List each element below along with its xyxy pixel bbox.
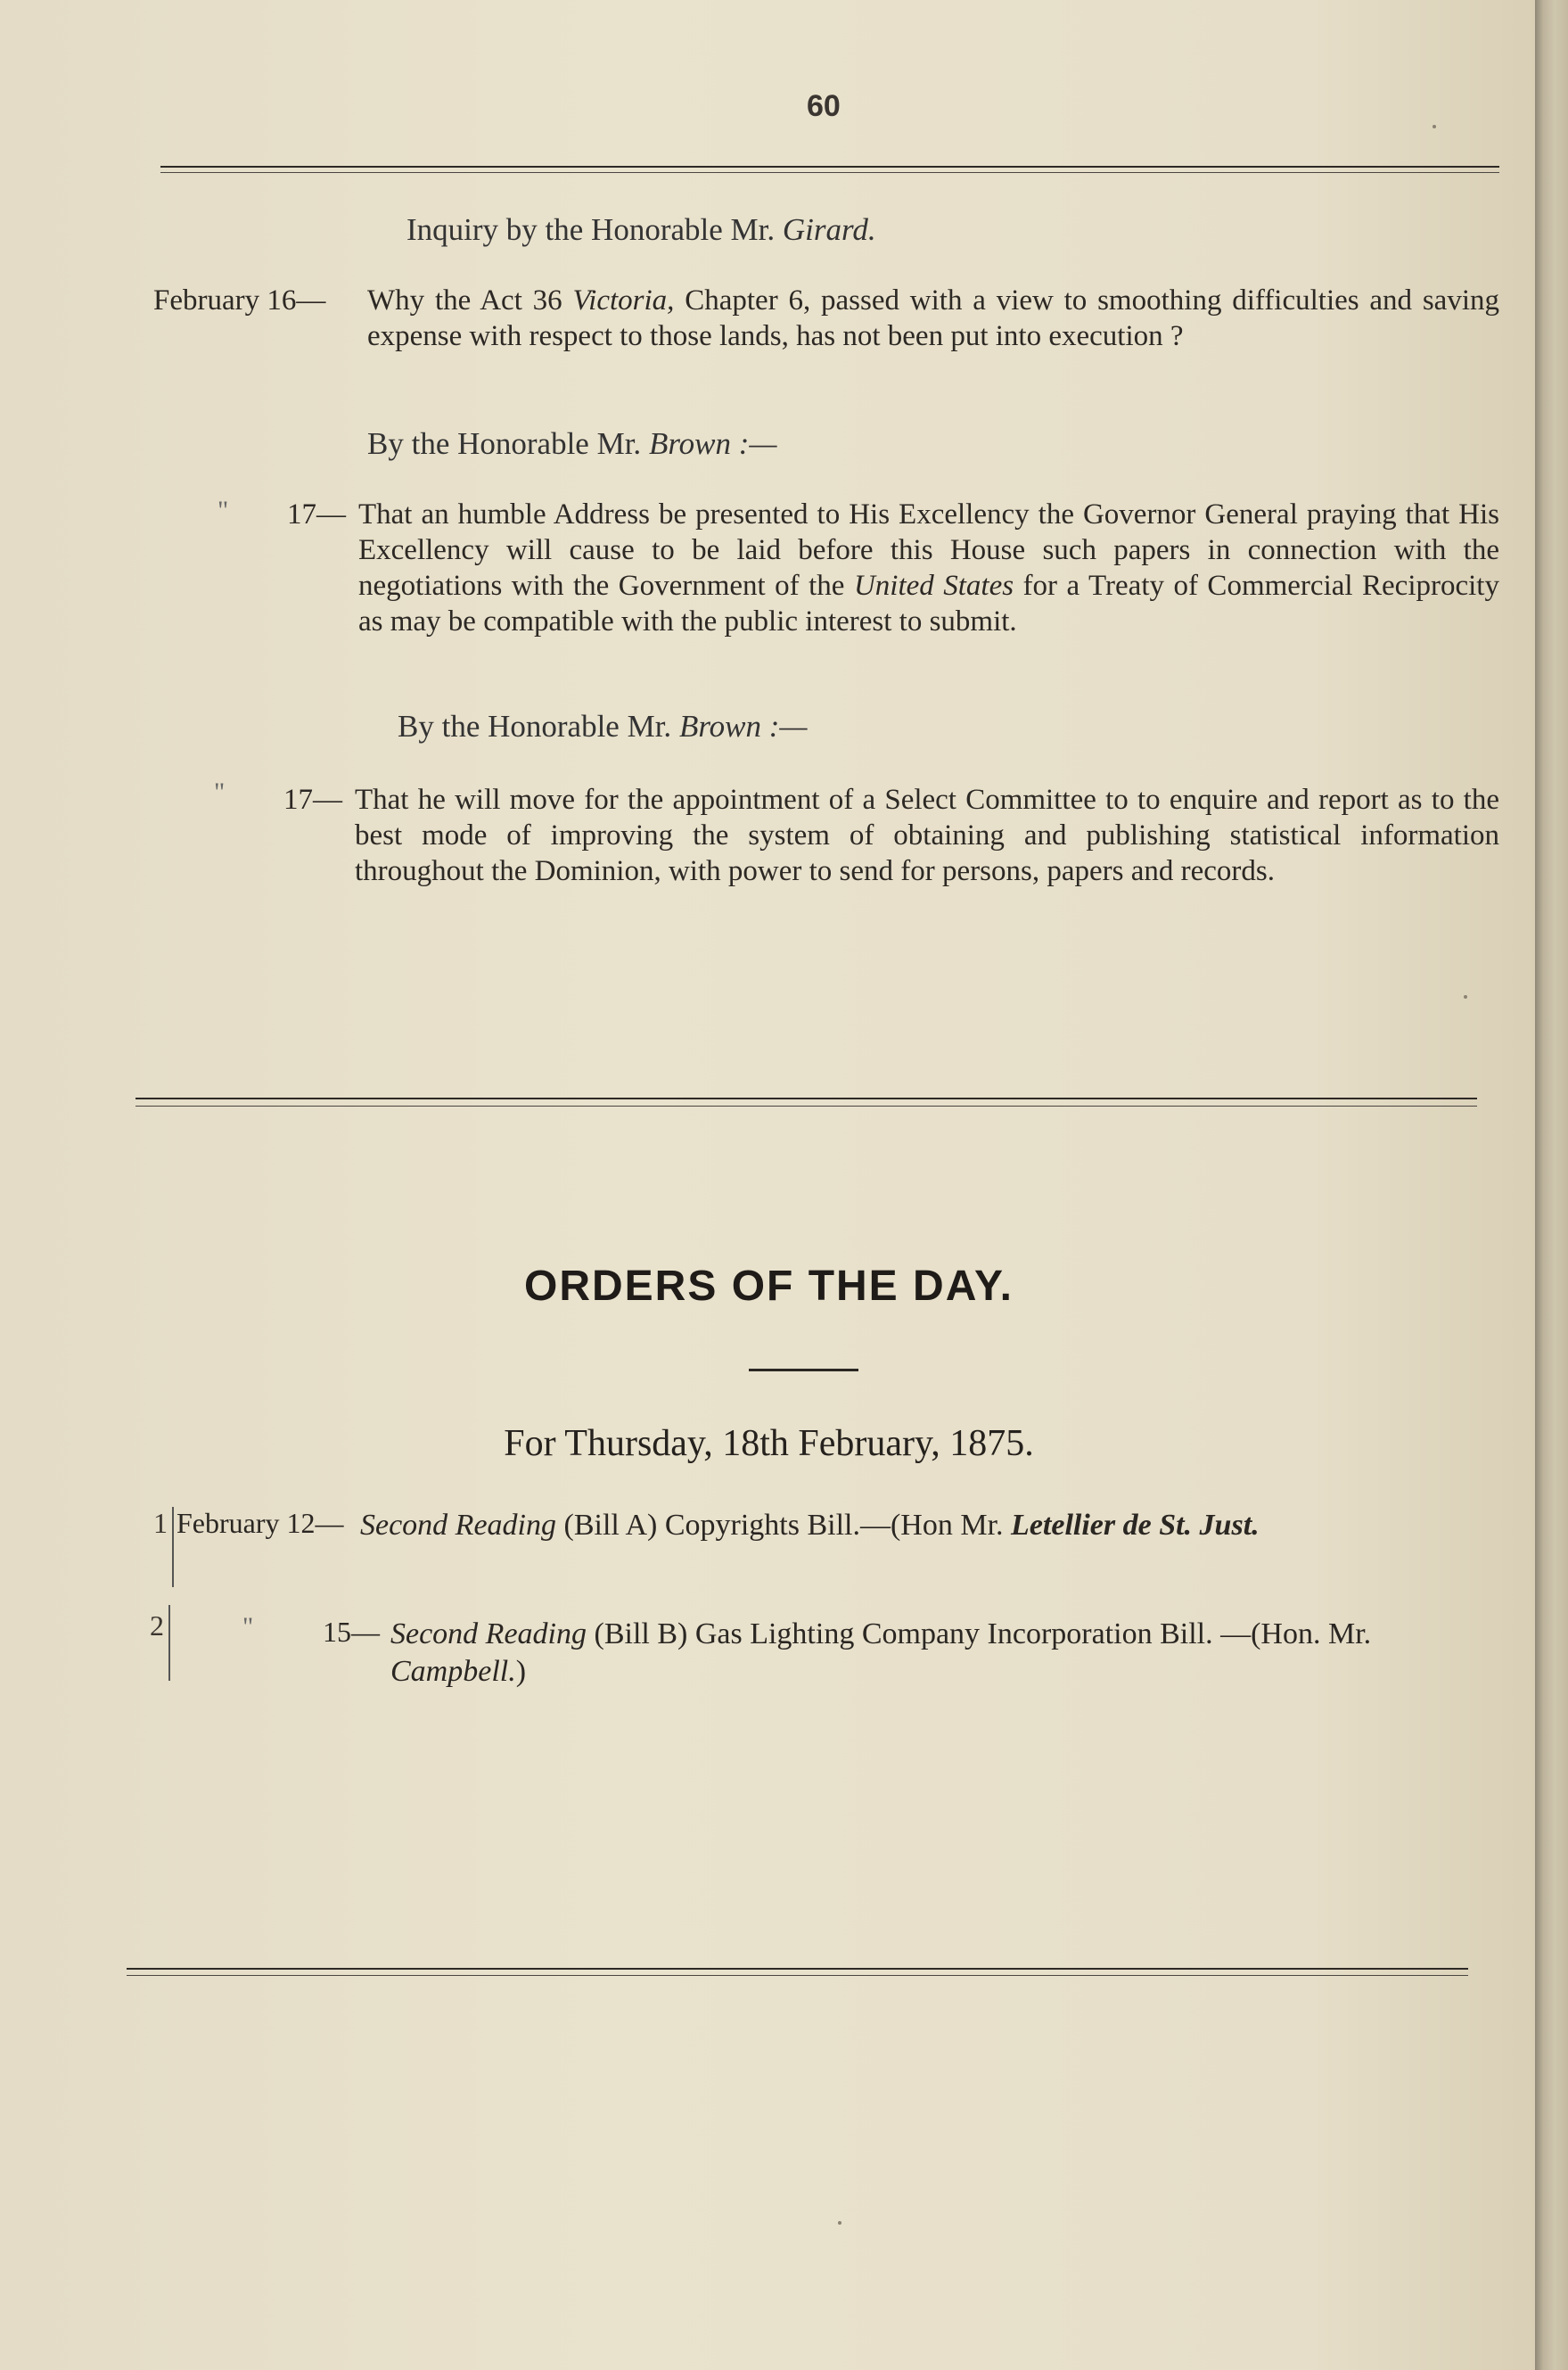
order-2-ditto: " [242, 1612, 254, 1642]
section-divider [135, 1098, 1477, 1099]
motion2-ditto: " [214, 778, 226, 807]
inquiry-date: February 16— [153, 284, 326, 317]
inquiry-text-end: Chapter 6, passed with a view to smoothing difficulties and saving expense with respect to those lands, has not been put into execution ? [367, 284, 1499, 352]
inquiry-member-name: Girard. [782, 212, 876, 247]
order-2-margin-bar [168, 1605, 170, 1681]
motion1-heading-prefix: By the Honorable Mr. [367, 426, 642, 461]
order-1-reading: Second Reading [360, 1509, 556, 1542]
order-1-member: Letellier de St. Just. [1011, 1509, 1260, 1542]
order-2-date: 15— [323, 1616, 380, 1648]
paper-speck [838, 2221, 841, 2225]
motion1-text-italic: United States [853, 570, 1014, 602]
order-1-description: (Bill A) Copyrights Bill.—(Hon Mr. [556, 1509, 1012, 1542]
paper-speck [1464, 995, 1467, 999]
motion1-text-start: That an humble Address be presented to His Excellency the Governor General praying that His Excellency will cause to be laid before this House such papers in connection with the negotiations with the Government of the [358, 498, 1499, 602]
order-2-description: (Bill B) Gas Lighting Company Incorporation Bill. —(Hon. Mr. [587, 1617, 1372, 1650]
inquiry-text-italic: Victoria, [572, 284, 675, 317]
title-underline [749, 1369, 858, 1371]
header-rule-secondary [160, 172, 1499, 173]
motion1-number: 17— [287, 498, 346, 531]
motion2-text: That he will move for the appointment of a Select Committee to to enquire and report as to the best mode of improving the system of obtaining and publishing statistical information throughout the Dominion, with power to send for persons, papers and records. [355, 784, 1499, 887]
inquiry-heading-prefix: Inquiry by the Honorable Mr. [406, 212, 776, 247]
order-2-reading: Second Reading [390, 1617, 587, 1650]
motion1-heading [367, 426, 777, 462]
footer-rule [127, 1968, 1468, 1970]
order-2-number: 2 [150, 1609, 164, 1642]
footer-rule-secondary [127, 1975, 1468, 1976]
section-divider-secondary [135, 1106, 1477, 1107]
order-1-text [360, 1507, 1474, 1544]
motion1-text [358, 497, 1499, 639]
order-2-member: Campbell. [390, 1655, 516, 1688]
orders-title: ORDERS OF THE DAY. [524, 1263, 1014, 1310]
motion2-member-name: Brown :— [678, 709, 808, 744]
motion1-text-end: for a Treaty of Commercial Reciprocity as may be compatible with the public interest to submit. [358, 570, 1499, 638]
header-rule [160, 166, 1499, 168]
order-1-margin-bar [172, 1507, 174, 1587]
motion2-heading [398, 709, 808, 745]
motion2-heading-prefix: By the Honorable Mr. [398, 709, 672, 744]
motion1-member-name: Brown :— [648, 426, 777, 461]
motion2-number: 17— [283, 784, 342, 816]
order-2-close: ) [515, 1655, 527, 1688]
orders-subtitle: For Thursday, 18th February, 1875. [504, 1423, 1034, 1464]
order-1-number: 1 [153, 1507, 168, 1539]
page-number: 60 [807, 89, 841, 123]
order-2-text [390, 1616, 1478, 1691]
book-page-edge [1535, 0, 1568, 2370]
inquiry-heading [406, 212, 876, 248]
motion1-ditto: " [218, 496, 229, 525]
order-1-date: February 12— [177, 1507, 344, 1539]
inquiry-text [367, 283, 1499, 354]
paper-speck [1433, 125, 1436, 128]
inquiry-text-start: Why the Act 36 [367, 284, 573, 317]
